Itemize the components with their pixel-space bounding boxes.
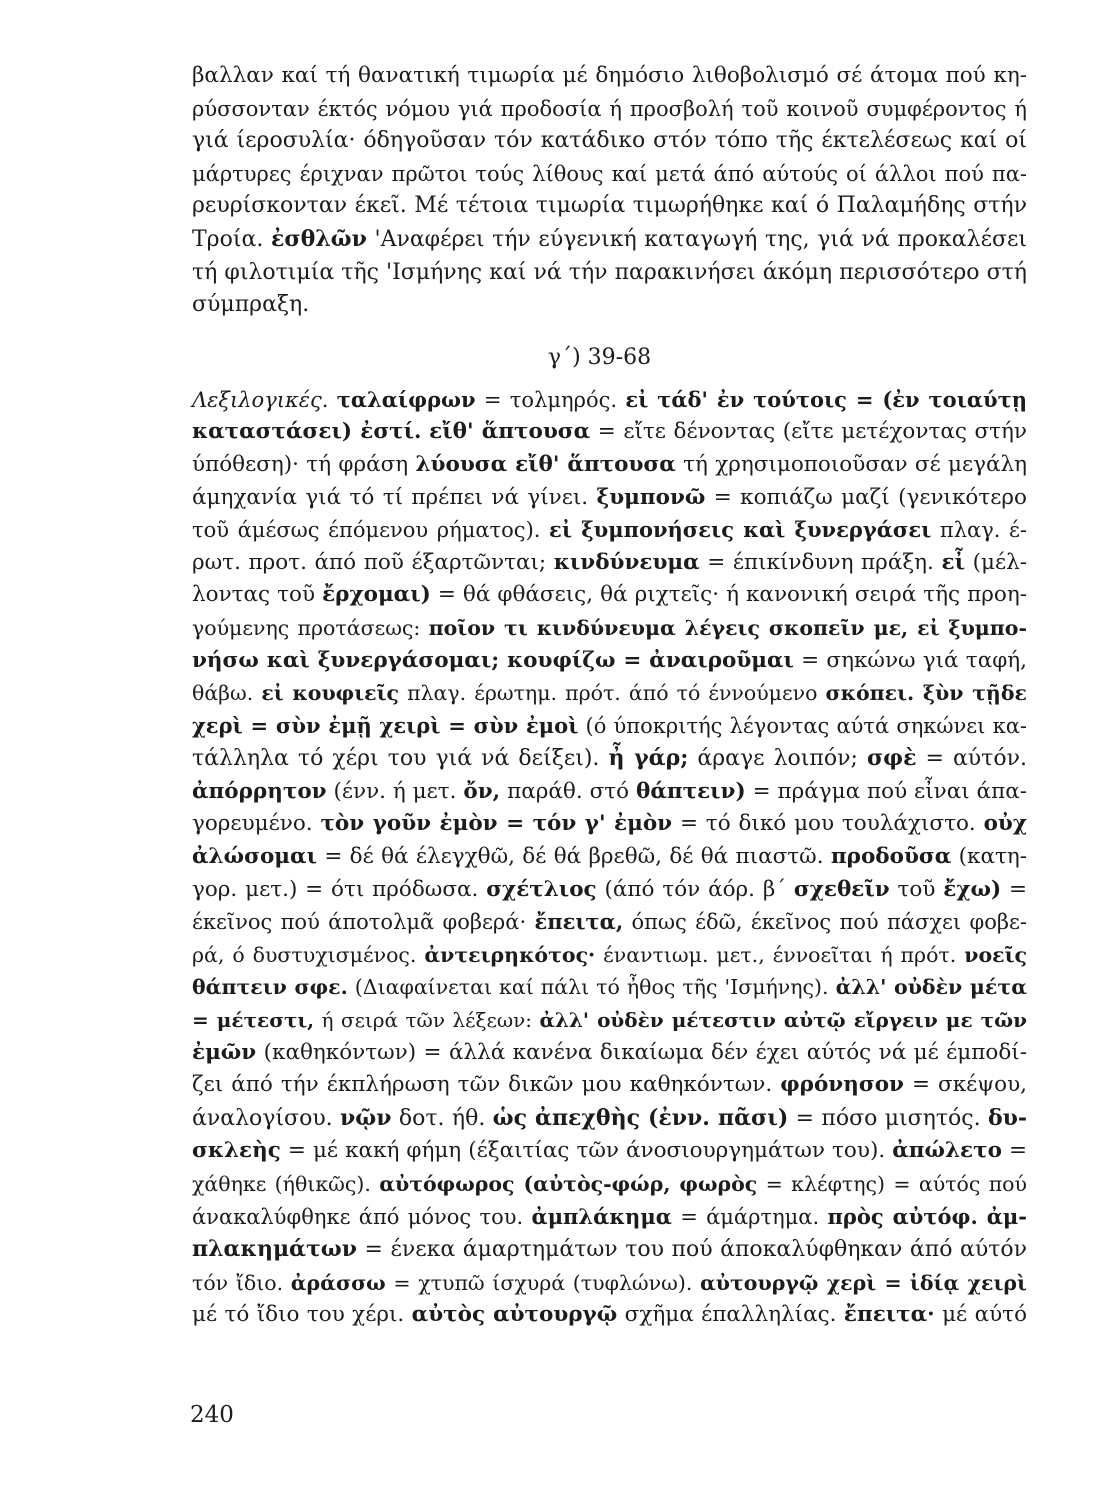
- lemma: ξυμπονῶ: [596, 484, 706, 510]
- lemma: ποῖον τι κινδύνευμα λέγεις σκοπεῖν με, εἰ ξυμπο-: [428, 615, 1027, 640]
- text-run: παράθ. στό: [507, 778, 630, 804]
- text-run: έναντιωμ. μετ., έννοεῖται ή πρότ.: [603, 942, 957, 967]
- lemma: λύουσα εἴθ' ἅπτουσα: [415, 451, 676, 477]
- text-run: = τολμηρός.: [483, 387, 618, 412]
- subsection-label: Λεξιλογικές.: [192, 387, 329, 412]
- text-run: ζει άπό τήν έκπλήρωση τῶν δικῶν μου καθηκόντων.: [192, 1072, 773, 1098]
- text-run: ρωτ. προτ. άπό ποῦ έξαρτῶνται;: [192, 549, 547, 575]
- text-run: (Διαφαίνεται καί πάλι τό ἦθος τῆς 'Ισμήνης).: [354, 975, 829, 1000]
- text-line: [192, 776, 1027, 809]
- lemma: νοεῖς: [964, 942, 1027, 967]
- text-run: τάλληλα τό χέρι του γιά νά δείξει).: [192, 746, 600, 772]
- text-run: μέ τό ἴδιο του χέρι.: [192, 1302, 405, 1328]
- lemma: εἶ: [941, 549, 965, 575]
- text-line: [192, 547, 1027, 580]
- main-text: [192, 60, 1027, 1332]
- lemma: ἀπόρρητον: [192, 778, 327, 804]
- text-line: [192, 677, 1027, 710]
- text-run: γορ. μετ.) = ότι πρόδωσα.: [192, 876, 479, 902]
- text-line: [192, 223, 1027, 257]
- lemma: αὐτὸς αὐτουργῷ: [411, 1302, 618, 1328]
- text-run: = πόσο μισητός.: [795, 1105, 981, 1131]
- text-line: [192, 384, 1027, 417]
- text-run: άραγε λοιπόν;: [697, 746, 858, 772]
- text-line: τή φιλοτιμία τῆς 'Ισμήνης καί νά τήν παρακινήσει άκόμη περισσότερο στή: [192, 259, 1027, 285]
- text-run: πλαγ. έ-: [939, 518, 1028, 543]
- lemma: ἀλλ' οὐδὲν μέτεστιν αὐτῷ εἴργειν με τῶν: [539, 1008, 1028, 1033]
- lemma: ταλαίφρων: [336, 386, 476, 412]
- lemma: ἀλλ' οὐδὲν μέτα: [835, 975, 1027, 1000]
- text-line: [192, 645, 1027, 678]
- lemma: κινδύνευμα: [553, 549, 700, 575]
- text-line: [192, 1004, 1027, 1037]
- text-line: [192, 971, 1027, 1004]
- text-run: Τροία.: [192, 226, 264, 252]
- lemma: νήσω καὶ ξυνεργάσομαι; κουφίζω = ἀναιροῦμαι: [192, 647, 794, 673]
- text-run: τοῦ: [897, 876, 936, 902]
- text-line: [192, 1037, 1027, 1070]
- lemma: ἔπειτα·: [843, 1302, 935, 1328]
- section-heading: γ´) 39-68: [547, 344, 652, 370]
- text-line: ρύσσονταν έκτός νόμου γιά προδοσία ή προσβολή τοῦ κοινοῦ συμφέροντος ή: [192, 96, 1027, 121]
- text-line: ρευρίσκονταν έκεῖ. Μέ τέτοια τιμωρία τιμωρήθηκε καί ό Παλαμήδης στήν: [192, 193, 1027, 219]
- text-line: [192, 710, 1027, 743]
- text-run: (καθηκόντων) = άλλά κανένα δικαίωμα δέν έχει αύτός νά μέ έμποδί-: [263, 1039, 1027, 1065]
- lemma: εἰ τάδ' ἐν τούτοις = (ἐν τοιαύτῃ: [625, 386, 1027, 412]
- lemma: σχεθεῖν: [793, 876, 890, 902]
- text-run: τή χρησιμοποιοῦσαν σέ μεγάλη: [683, 451, 1027, 477]
- text-line: [192, 1201, 1027, 1234]
- text-run: (άπό τόν άόρ. β´: [604, 876, 787, 902]
- text-run: = κοπιάζω μαζί (γενικότερο: [713, 484, 1027, 510]
- text-run: μέ αύτό: [942, 1302, 1028, 1328]
- text-run: = θά φθάσεις, θά ριχτεῖς· ή κανονική σειρά τῆς προη-: [437, 582, 1027, 608]
- text-line: [192, 1233, 1027, 1267]
- text-line: [192, 742, 1027, 776]
- lemma: ἐσθλῶν: [270, 225, 367, 252]
- text-run: χάθηκε (ήθικῶς).: [192, 1172, 371, 1196]
- text-run: λοντας τοῦ: [192, 582, 316, 608]
- lemma: φρόνησον: [780, 1072, 904, 1098]
- lemma: ἐμῶν: [192, 1039, 257, 1065]
- text-run: = εἴτε δένοντας (εἴτε μετέχοντας στήν: [597, 419, 1027, 445]
- lemma: ἀντειρηκότος·: [424, 942, 596, 967]
- lemma: πρὸς αὐτόφ. ἀμ-: [827, 1203, 1027, 1229]
- lemma: σκόπει. ξὺν τῇδε: [825, 681, 1027, 706]
- lemma: ὡς ἀπεχθὴς (ἐνν. πᾶσι): [492, 1104, 789, 1131]
- lemma: ὄν,: [463, 778, 501, 804]
- lemma: τὸν γοῦν ἐμὸν = τόν γ' ἐμὸν: [320, 811, 673, 837]
- text-line: [192, 1299, 1027, 1332]
- lemma: σχέτλιος: [486, 876, 597, 902]
- text-run: = άμάρτημα.: [680, 1204, 820, 1229]
- lemma: χερὶ = σὺν ἐμῇ χειρὶ = σὺν ἐμοὶ: [192, 712, 579, 738]
- text-line: [192, 1102, 1027, 1136]
- text-run: = τό δικό μου τουλάχιστο.: [679, 811, 976, 837]
- lemma: θάπτειν): [636, 778, 746, 804]
- text-line: μάρτυρες έριχναν πρῶτοι τούς λίθους καί μετά άπό αύτούς οί άλλοι πού πα-: [192, 161, 1027, 186]
- lemma: αὐτόφωρος (αὐτὸς-φώρ, φωρὸς: [379, 1172, 758, 1196]
- lemma: = μέτεστι,: [192, 1008, 315, 1033]
- text-run: άμηχανία γιά τό τί πρέπει νά γίνει.: [192, 484, 589, 510]
- text-run: τόν ἴδιο.: [192, 1270, 284, 1295]
- text-run: = πράγμα πού εἶναι άπα-: [752, 778, 1027, 804]
- text-line: [192, 1267, 1027, 1300]
- lemma: ἦ γάρ;: [608, 745, 689, 772]
- text-run: θάβω.: [192, 681, 254, 706]
- lemma: σκλεὴς: [192, 1138, 281, 1164]
- text-run: έκεῖνος πού άποτολμᾶ φοβερά·: [192, 910, 527, 935]
- page-number: 240: [190, 1402, 234, 1428]
- text-run: = σκέψου,: [912, 1072, 1028, 1098]
- lemma: ἀπώλετο: [892, 1138, 1002, 1164]
- lemma: δυ-: [987, 1104, 1028, 1131]
- text-run: γορευμένο.: [192, 811, 313, 837]
- text-line: [192, 416, 1027, 449]
- text-line: σύμπραξη.: [192, 292, 310, 318]
- text-line: [192, 482, 1027, 515]
- text-run: =: [1008, 876, 1027, 902]
- lemma: θάπτειν σφε.: [192, 975, 348, 1000]
- lemma: ἔπειτα,: [534, 909, 624, 935]
- text-run: πλαγ. έρωτημ. πρότ. άπό τό έννούμενο: [407, 681, 818, 706]
- paragraph-vocabulary: [192, 384, 1027, 1332]
- lemma: ἀλώσομαι: [192, 844, 317, 870]
- text-run: (μέλ-: [972, 549, 1027, 575]
- text-line: [192, 1069, 1027, 1102]
- text-run: άνακαλύφθηκε άπό μόνος του.: [192, 1204, 524, 1229]
- text-line: [192, 841, 1027, 874]
- text-run: ρά, ό δυστυχισμένος.: [192, 942, 417, 967]
- text-line: [192, 906, 1027, 939]
- text-line: [192, 612, 1027, 645]
- text-run: =: [1008, 1138, 1027, 1164]
- text-line: γιά ίεροσυλία· όδηγοῦσαν τόν κατάδικο στόν τόπο τῆς έκτελέσεως καί οί: [192, 128, 1027, 154]
- text-run: 'Αναφέρει τήν εύγενική καταγωγή της, γιά νά προκαλέσει: [374, 226, 1028, 252]
- text-run: (ό ύποκριτής λέγοντας αύτά σηκώνει κα-: [585, 713, 1027, 738]
- text-run: ή σειρά τῶν λέξεων:: [321, 1008, 533, 1033]
- lemma: εἰ ξυμπονήσεις καὶ ξυνεργάσει: [549, 517, 932, 543]
- lemma: νῷν: [340, 1104, 392, 1131]
- text-line: [192, 874, 1027, 907]
- text-run: (ένν. ή μετ.: [333, 778, 457, 804]
- text-run: = δέ θά έλεγχθῶ, δέ θά βρεθῶ, δέ θά πιαστῶ.: [324, 844, 824, 870]
- lemma: ἀμπλάκημα: [531, 1203, 672, 1229]
- text-run: δοτ. ήθ.: [398, 1105, 486, 1131]
- lemma: προδοῦσα: [830, 844, 952, 870]
- lemma: ἔρχομαι): [322, 582, 431, 608]
- text-run: όπως έδῶ, έκεῖνος πού πάσχει φοβε-: [631, 910, 1027, 935]
- text-run: γούμενης προτάσεως:: [192, 615, 421, 640]
- text-line: [192, 939, 1027, 972]
- text-run: τοῦ άμέσως έπόμενου ρήματος).: [192, 518, 541, 543]
- paragraph-intro: [192, 60, 1027, 322]
- lemma: εἰ κουφιεῖς: [261, 681, 399, 706]
- lemma: ἀράσσω: [290, 1270, 386, 1295]
- text-run: (κατη-: [958, 844, 1028, 870]
- text-line: [192, 1135, 1027, 1168]
- lemma: καταστάσει) ἐστί.: [192, 419, 422, 445]
- lemma: σφὲ: [866, 745, 917, 772]
- text-run: = κλέφτης) = αύτός πού: [765, 1172, 1027, 1196]
- lemma: ἔχω): [943, 876, 1002, 902]
- text-run: σχῆμα έπαλληλίας.: [624, 1302, 837, 1328]
- text-line: [192, 449, 1027, 482]
- text-run: ύπόθεση)· τή φράση: [192, 451, 409, 477]
- text-run: = ένεκα άμαρτημάτων του πού άποκαλύφθηκαν άπό αύτόν: [364, 1237, 1027, 1263]
- text-run: = αύτόν.: [925, 746, 1027, 772]
- text-line: [192, 579, 1027, 612]
- text-line: [192, 808, 1027, 841]
- text-line: [192, 514, 1027, 547]
- text-run: = έπικίνδυνη πράξη.: [707, 549, 934, 575]
- text-run: = χτυπῶ ίσχυρά (τυφλώνω).: [393, 1270, 693, 1295]
- text-run: = μέ κακή φήμη (έξαιτίας τῶν άνοσιουργημάτων του).: [287, 1138, 886, 1164]
- text-run: = σηκώνω γιά ταφή,: [801, 647, 1027, 673]
- lemma: πλακημάτων: [192, 1236, 357, 1263]
- text-line: [192, 1168, 1027, 1201]
- lemma: εἴθ' ἅπτουσα: [429, 419, 591, 445]
- lemma: οὐχ: [983, 811, 1027, 837]
- lemma: αὐτουργῷ χερὶ = ἰδίᾳ χειρὶ: [700, 1270, 1027, 1295]
- text-run: άναλογίσου.: [192, 1105, 333, 1131]
- text-line: βαλλαν καί τή θανατική τιμωρία μέ δημόσιο λιθοβολισμό σέ άτομα πού κη-: [192, 63, 1027, 88]
